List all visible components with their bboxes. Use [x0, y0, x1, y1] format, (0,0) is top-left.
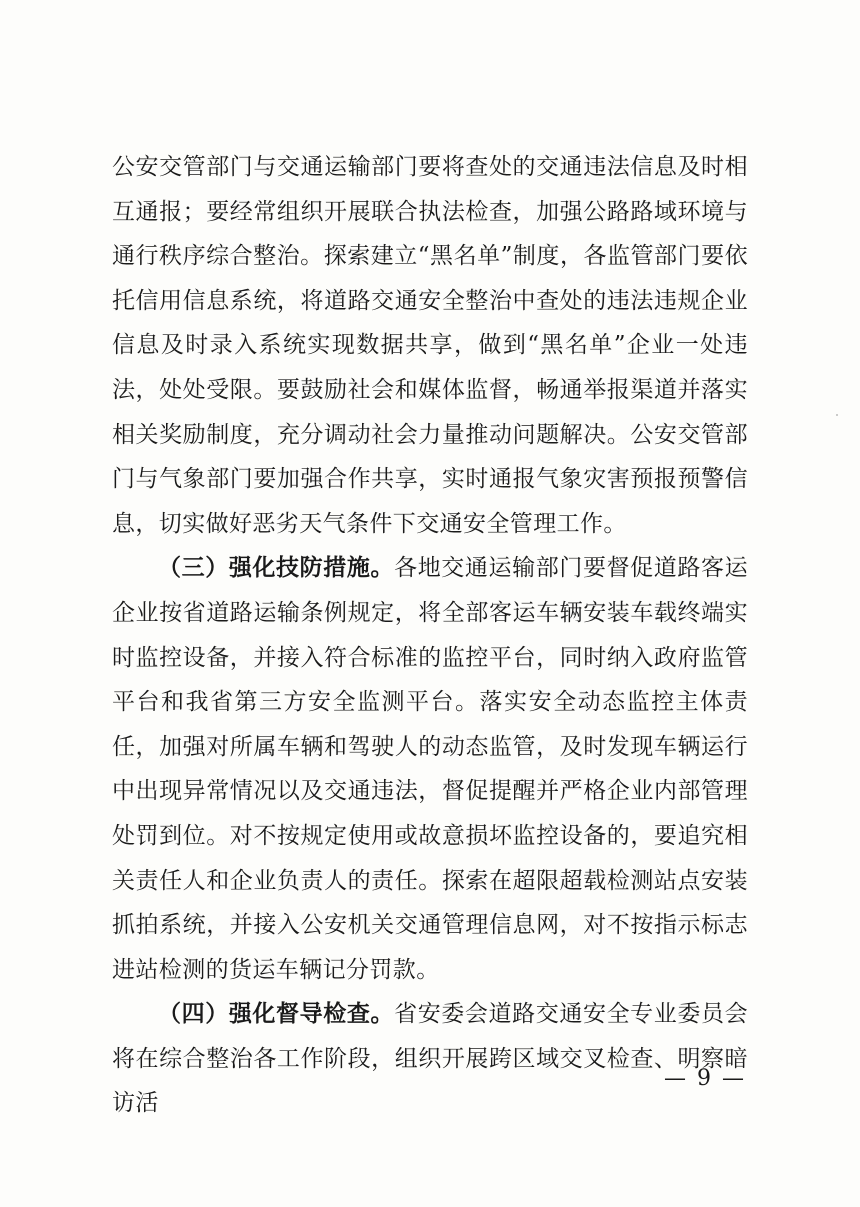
section-heading-4: （四）强化督导检查。 [158, 1000, 395, 1028]
paragraph-inspection [112, 992, 748, 1126]
paragraph-continuation [112, 145, 748, 546]
paragraph-body: 公安交管部门与交通运输部门要将查处的交通违法信息及时相互通报；要经常组织开展联合执法检查，加强公路路域环境与通行秩序综合整治。探索建立“黑名单”制度，各监管部门要依托信用信息系统，将道路交通安全整治中查处的违法违规企业信息及时录入系统实现数据共享，做到“黑名单”企业一处违法，处处受限。要鼓励社会和媒体监督，畅通举报渠道并落实相关奖励制度，充分调动社会力量推动问题解决。公安交管部门与气象部门要加强合作共享，实时通报气象灾害预报预警信息，切实做好恶劣天气条件下交通安全管理工作。 [112, 154, 748, 537]
body-text [112, 145, 748, 1126]
section-heading-3: （三）强化技防措施。 [158, 554, 395, 582]
paragraph-body: 省安委会道路交通安全专业委员会将在综合整治各工作阶段，组织开展跨区域交叉检查、明察暗访活 [112, 1001, 749, 1117]
paragraph-tech-measures [112, 546, 748, 992]
paragraph-body: 各地交通运输部门要督促道路客运企业按省道路运输条例规定，将全部客运车辆安装车载终端实时监控设备，并接入符合标准的监控平台，同时纳入政府监管平台和我省第三方安全监测平台。落实安全动态监控主体责任，加强对所属车辆和驾驶人的动态监管，及时发现车辆运行中出现异常情况以及交通违法，督促提醒并严格企业内部管理处罚到位。对不按规定使用或故意损坏监控设备的，要追究相关责任人和企业负责人的责任。探索在超限超载检测站点安装抓拍系统，并接入公安机关交通管理信息网，对不按指示标志进站检测的货运车辆记分罚款。 [112, 555, 749, 983]
scan-speck [836, 414, 838, 416]
page-number: — 9 — [664, 1066, 746, 1091]
